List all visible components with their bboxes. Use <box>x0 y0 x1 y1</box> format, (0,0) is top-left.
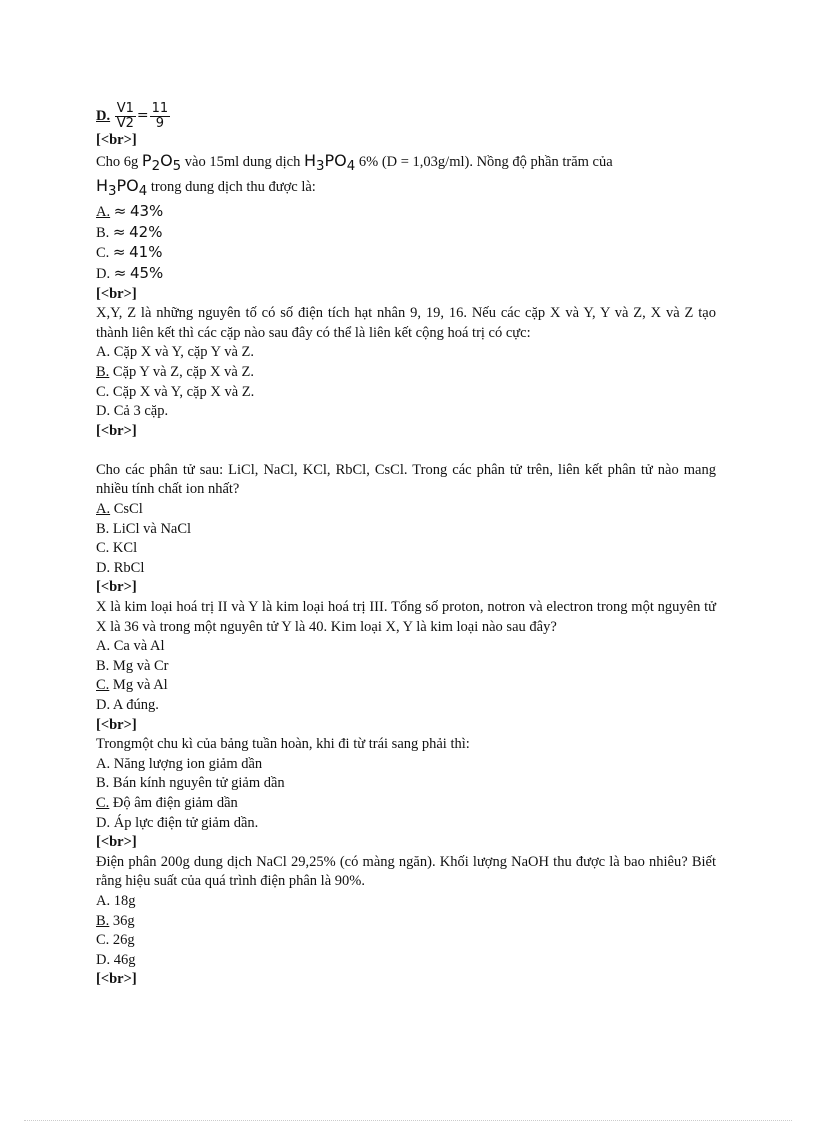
option-c: C. KCl <box>96 540 138 557</box>
option-b: B. Mg và Cr <box>96 657 169 674</box>
option-a: A. 18g <box>96 892 136 909</box>
option-c: C. 26g <box>96 932 135 949</box>
option-d: D. Cả 3 cặp. <box>96 403 169 420</box>
option-a: A. Ca và Al <box>96 638 165 655</box>
fraction-v: $\frac{V1}{V2}$ <box>116 101 134 131</box>
option-c: C. ≈ 41% <box>96 243 163 262</box>
question-5-text: X là kim loại hoá trị II và Y là kim loại hoá trị III. Tổng số proton, notron và electron trong một nguyên tử X là 36 và trong một nguyên tử Y là 40. Kim loại X, Y là kim loại nào sau đây? <box>96 599 716 635</box>
option-c: C. Độ âm điện giảm dần <box>96 794 238 811</box>
option-b: B. ≈ 42% <box>96 222 163 241</box>
question-4-text: Cho các phân tử sau: LiCl, NaCl, KCl, RbCl, CsCl. Trong các phân tử trên, liên kết phân tử nào mang nhiều tính chất ion nhất? <box>96 461 716 498</box>
option-b: B. LiCl và NaCl <box>96 520 192 537</box>
option-c: C. Cặp X và Y, cặp X và Z. <box>96 383 255 400</box>
q1-option-d <box>96 102 716 131</box>
option-a: A. Năng lượng ion giảm dần <box>96 755 263 772</box>
question-2-line-1: Cho 6g $P_2O_5$ vào 15ml dung dịch $H_3PO_4$ 6% (D = 1,03g/ml). Nồng độ phần trăm của <box>96 150 613 174</box>
separator: [<br>] <box>96 132 137 148</box>
option-label: D. <box>96 107 111 124</box>
fraction-value: $\frac{11}{9}$ <box>151 101 169 131</box>
option-b: B. Bán kính nguyên tử giảm dần <box>96 775 285 792</box>
blank-line <box>96 441 716 461</box>
page-bottom-border <box>24 1120 792 1121</box>
question-7-text: Điện phân 200g dung dịch NaCl 29,25% (có màng ngăn). Khối lượng NaOH thu được là bao nhiêu? Biết rằng hiệu suất của quá trình điện phân là 90%. <box>96 853 716 890</box>
separator: [<br>] <box>96 716 137 733</box>
option-d: D. A đúng. <box>96 697 159 713</box>
option-a: A. CsCl <box>96 501 143 518</box>
option-b: B. 36g <box>96 912 135 929</box>
option-a: A. ≈ 43% <box>96 202 164 221</box>
option-d: D. ≈ 45% <box>96 263 164 282</box>
document-page <box>96 96 716 990</box>
option-b: B. Cặp Y và Z, cặp X và Z. <box>96 363 254 380</box>
separator: [<br>] <box>96 422 137 439</box>
separator: [<br>] <box>96 971 137 988</box>
formula-h3po4: $H_3PO_4$ <box>96 176 148 200</box>
separator: [<br>] <box>96 579 137 596</box>
question-2-line-2: $H_3PO_4$ trong dung dịch thu được là: <box>96 176 316 200</box>
option-d: D. 46g <box>96 951 136 968</box>
separator: [<br>] <box>96 834 137 851</box>
question-6-text: Trongmột chu kì của bảng tuần hoàn, khi đi từ trái sang phải thì: <box>96 736 470 753</box>
formula-h3po4: $H_3PO_4$ <box>303 150 356 174</box>
option-d: D. Áp lực điện tử giảm dần. <box>96 814 259 831</box>
option-c: C. Mg và Al <box>96 677 168 694</box>
option-a: A. Cặp X và Y, cặp Y và Z. <box>96 344 254 361</box>
equals-sign: = <box>136 107 149 124</box>
question-3-text: X,Y, Z là những nguyên tố có số điện tích hạt nhân 9, 19, 16. Nếu các cặp X và Y, Y và Z, X và Z tạo thành liên kết thì các cặp nào sau đây có thể là liên kết cộng hoá trị có cực: <box>96 305 716 341</box>
formula-p2o5: $P_2O_5$ <box>141 150 182 174</box>
option-d: D. RbCl <box>96 559 145 576</box>
separator: [<br>] <box>96 285 137 302</box>
